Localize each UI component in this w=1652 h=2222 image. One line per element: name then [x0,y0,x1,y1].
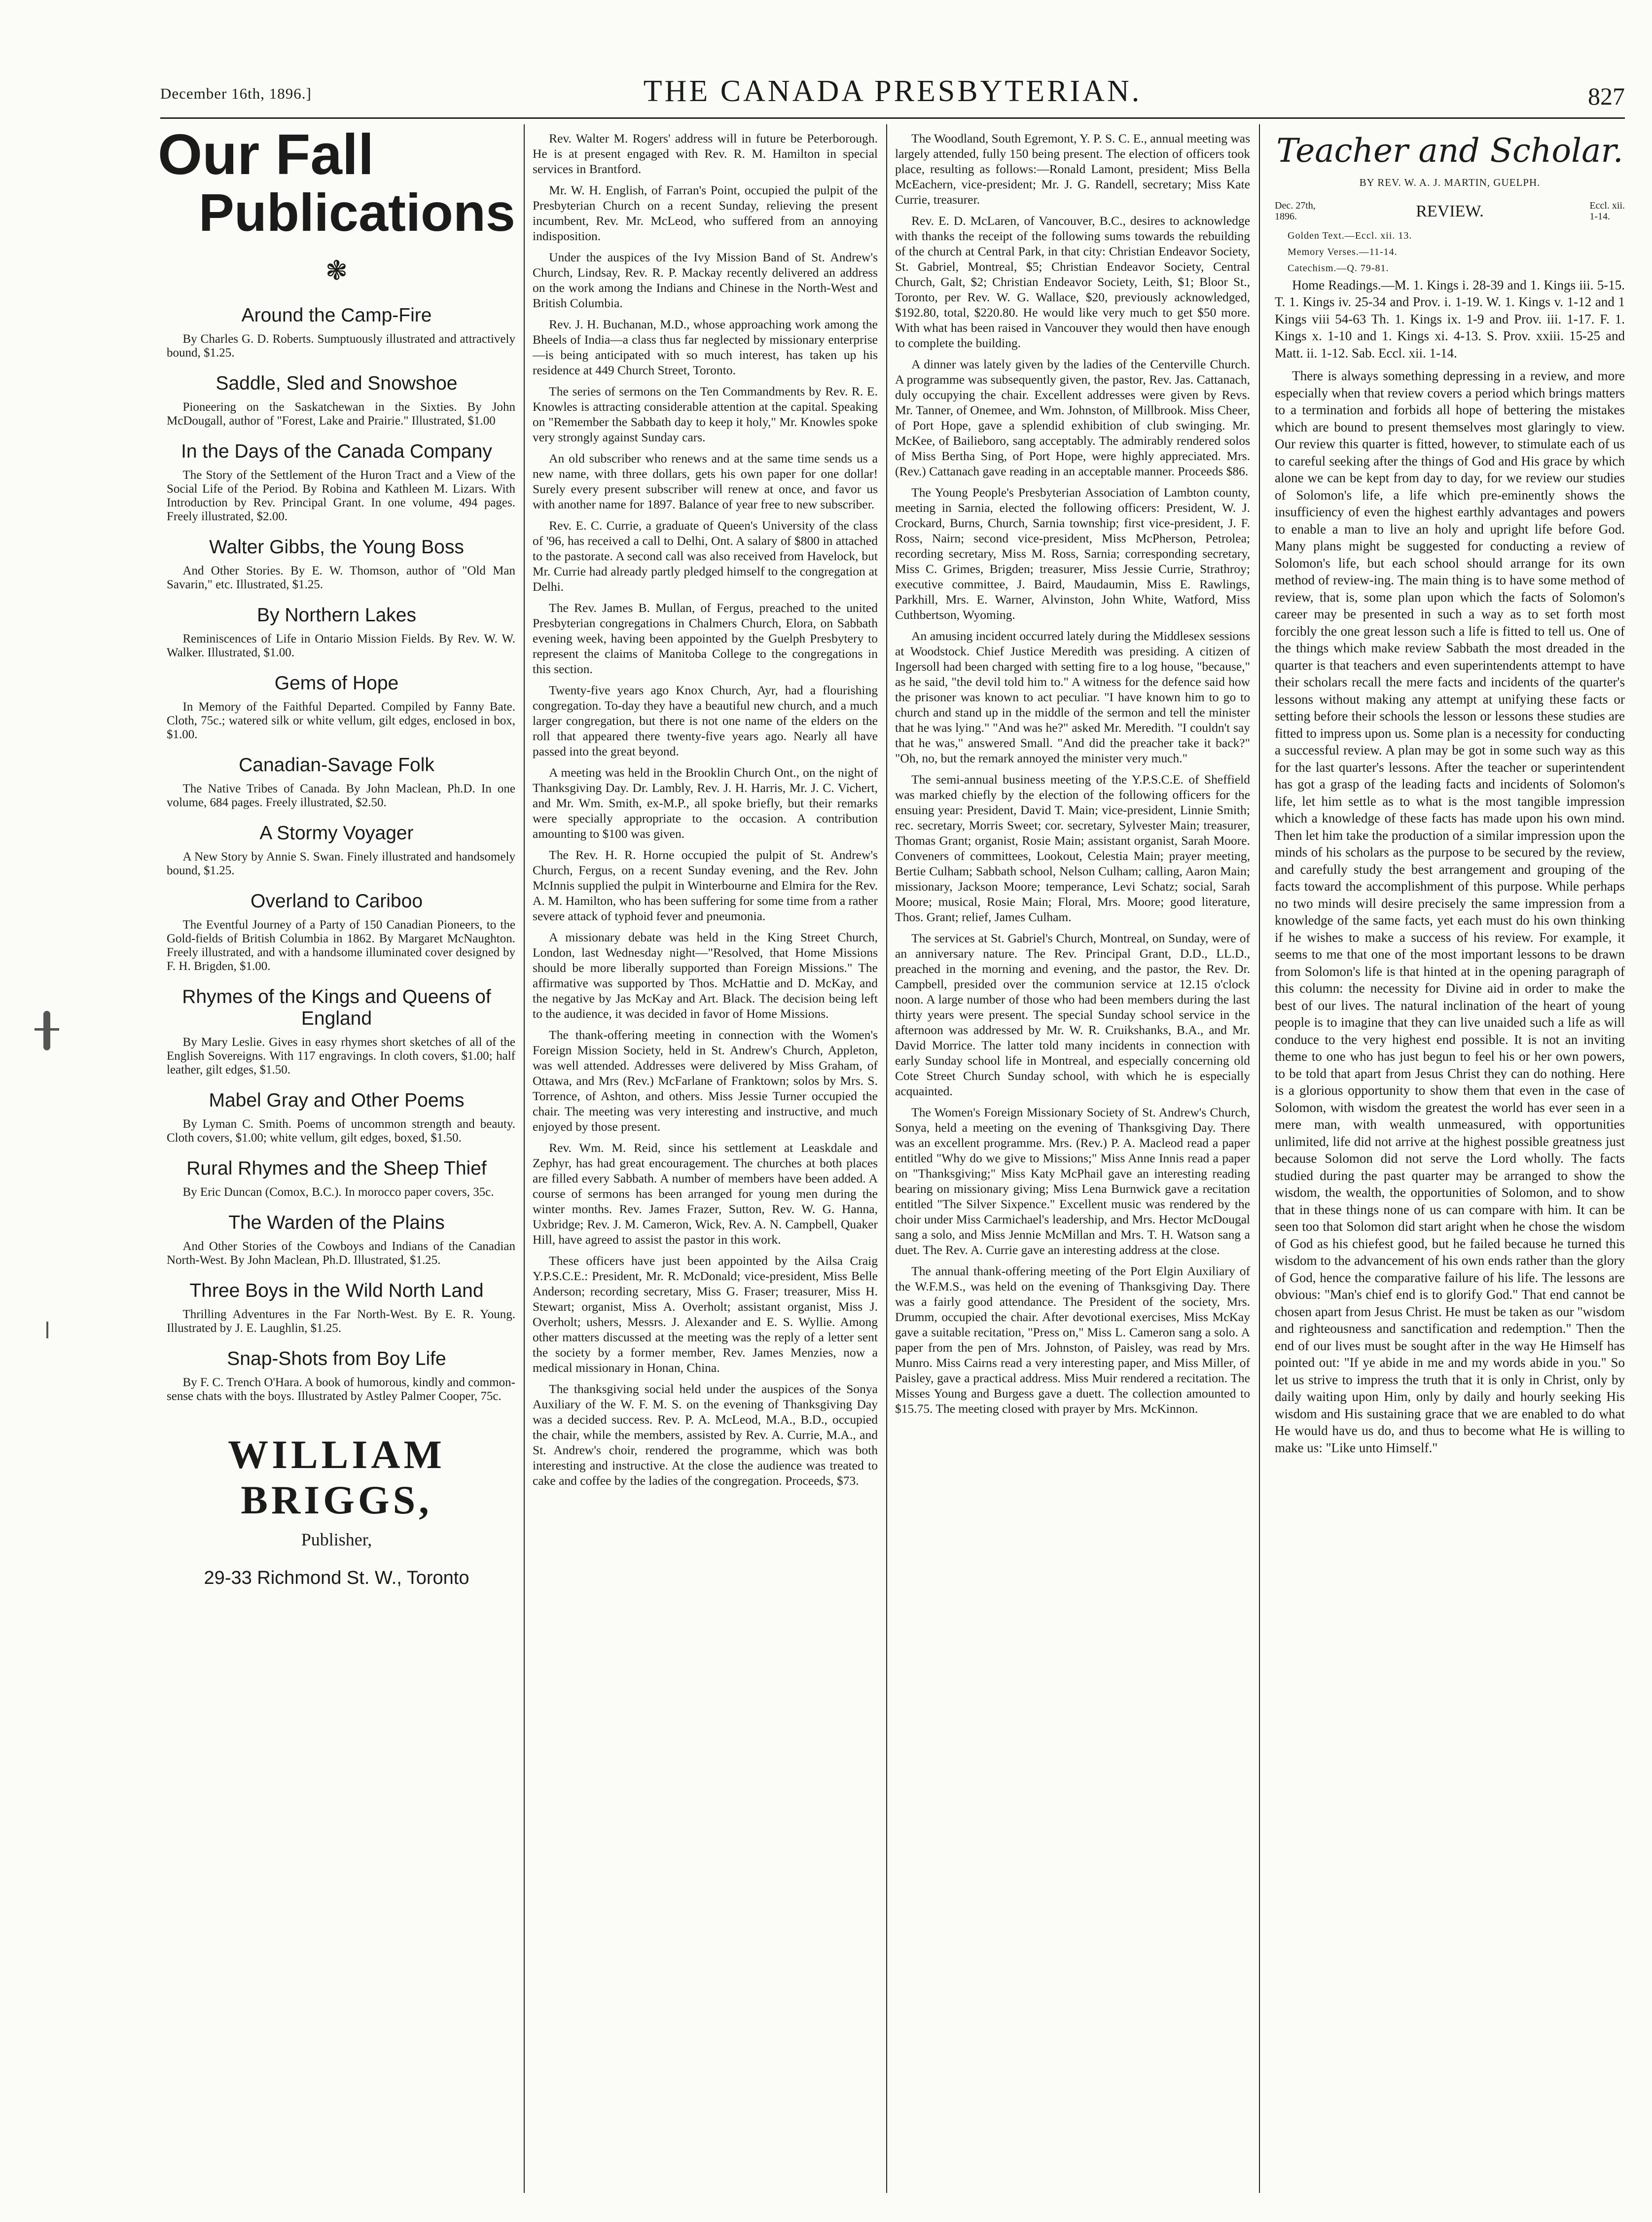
news-column-1 [533,131,878,2192]
book-description: By Charles G. D. Roberts. Sumptuously illustrated and attractively bound, $1.25. [167,332,515,359]
column-divider-2 [886,124,887,2193]
book-title: Gems of Hope [274,673,399,694]
lesson-date-line: 1896. [1275,211,1297,222]
book-description: Reminiscences of Life in Ontario Mission Fields. By Rev. W. W. Walker. Illustrated, $1.00. [167,632,515,659]
book-title: Snap-Shots from Boy Life [227,1348,446,1369]
lesson-header [1275,200,1625,228]
news-item: The thank-offering meeting in connection with the Women's Foreign Mission Society, held in St. Andrew's Church, Appleton, was well attended. Addresses were delivered by Miss Graham, of Ottawa, and Mrs (Rev.) McFarlane of Franktown; solos by Mrs. S. Torrence, of Ashton, and others. Miss Jessie Turner occupied the chair. The meeting was very interesting and instructive, and much enjoyed by those present. [533,1028,878,1134]
lesson-label: REVIEW. [1416,202,1484,220]
news-item: The services at St. Gabriel's Church, Montreal, on Sunday, were of an anniversary nature. The Rev. Principal Grant, D.D., LL.D., preached in the morning and evening, and the pastor, the Rev. Dr. Campbell, presided over the communion service at 12.15 o'clock noon. A large number of those who had been members during the last thirty years were present. The special Sunday school service in the afternoon was addressed by Mr. W. R. Cruikshanks, B.A., and Mr. David Morrice. The latter told many incidents in connection with early Sunday school life in Montreal, and especially concerning old Cote Street Church Sunday school, with which he is especially acquainted. [895,931,1250,1098]
book-title: Walter Gibbs, the Young Boss [209,537,464,558]
page-header [160,74,1625,113]
book-description: By Mary Leslie. Gives in easy rhymes short sketches of all of the English Sovereigns. With 117 engravings. In cloth covers, $1.00; half leather, gilt edges, $1.50. [167,1036,515,1076]
book-title: Rural Rhymes and the Sheep Thief [186,1158,487,1179]
book-description: The Story of the Settlement of the Huron Tract and a View of the Social Life of the Period. By Robina and Kathleen M. Lizars. With Introduction by Rev. Principal Grant. In one volume, 494 pages. Freely illustrated, $2.00. [167,468,515,523]
news-item: The thanksgiving social held under the auspices of the Sonya Auxiliary of the W. F. M. S. on the evening of Thanksgiving Day was a decided success. Rev. P. A. McLeod, M.A., B.D., occupied the chair, while the members, assisted by Rev. A. Currie, M.A., and St. Andrew's choir, rendered the programme, which was both interesting and instructive. At the close the audience was treated to cake and coffee by the ladies of the congregation. Proceeds, $73. [533,1382,878,1488]
teacher-and-scholar-column [1275,131,1625,2192]
margin-mark [46,1322,48,1338]
news-item: Mr. W. H. English, of Farran's Point, occupied the pulpit of the Presbyterian Church on a recent Sunday, relieving the present incumbent, Rev. Mr. McLeod, who suffered from an annoying indisposition. [533,183,878,243]
news-item: The Women's Foreign Missionary Society of St. Andrew's Church, Sonya, held a meeting on the evening of Thanksgiving Day. There was an excellent programme. Mrs. (Rev.) P. A. Macleod read a paper entitled "Why do we give to Missions;" Miss Anne Innis read a paper on "Thanksgiving;" Miss Katy McPhail gave an interesting reading bearing on missionary giving; Miss Lena Burnwick gave a recitation entitled "The Silver Sixpence." Excellent music was rendered by the choir under Miss Carmichael's leadership, and Mrs. Hector McDougal sang a solo, and Miss Jennie McMillan and Mrs. T. H. Watson sang a duet. The Rev. A. Currie gave an interesting address at the close. [895,1105,1250,1257]
book-description: And Other Stories. By E. W. Thomson, author of "Old Man Savarin," etc. Illustrated, $1.25. [167,564,515,591]
book-description: And Other Stories of the Cowboys and Indians of the Canadian North-West. By John Maclean, Ph.D. Illustrated, $1.25. [167,1240,515,1267]
home-readings: Home Readings.—M. 1. Kings i. 28-39 and 1. Kings iii. 5-15. T. 1. Kings iv. 25-34 and Prov. i. 1-19. W. 1. Kings v. 1-12 and 1 Kings viii 54-63 Th. 1. Kings ix. 1-9 and Prov. iii. 1-17. F. 1. Kings x. 1-10 and 1. Kings xi. 4-13. S. Prov. xxiii. 15-25 and Matt. ii. 1-12. Sab. Eccl. xii. 1-14. [1275,277,1625,360]
news-item: The Rev. H. R. Horne occupied the pulpit of St. Andrew's Church, Fergus, on a recent Sunday evening, and the Rev. John McInnis supplied the pulpit in Winterbourne and Elmira for the Rev. A. M. Hamilton, who has been suffering for some time from a rather severe attack of typhoid fever and pneumonia. [533,848,878,923]
ad-heading-line2: Publications [198,182,515,242]
book-title: Rhymes of the Kings and Queens of England [182,986,491,1029]
issue-date: December 16th, 1896.] [160,85,312,102]
lesson-date-line: Dec. 27th, [1275,200,1316,211]
news-item: Rev. J. H. Buchanan, M.D., whose approaching work among the Bheels of India—a class thus far neglected by missionary enterprise—is being anticipated with so much interest, has taken up his residence at 449 Church Street, Toronto. [533,317,878,377]
news-item: A missionary debate was held in the King Street Church, London, last Wednesday night—"Resolved, that Home Missions should be more liberally supported than Foreign Missions." The affirmative was supported by Thos. McHattie and D. McKay, and the negative by Jas McKay and Art. Black. The decision being left to the audience, it was decided in favor of Home Missions. [533,930,878,1021]
news-item: The Young People's Presbyterian Association of Lambton county, meeting in Sarnia, elected the following officers: President, W. J. Crockard, Burns, Church, Sarnia township; first vice-president, J. F. Ross, Nairn; second vice-president, Miss McPherson, Petrolea; recording secretary, Miss M. Ross, Sarnia; corresponding secretary, Miss C. Grimes, Brigden; treasurer, Miss Jessie Currie, Strathroy; executive committee, J. Baird, Maudaumin, Miss E. Rawlings, Parkhill, Mrs. E. Warner, Alvinston, John White, Watford, Miss Cuthbertson, Wyoming. [895,485,1250,622]
book-description: By F. C. Trench O'Hara. A book of humorous, kindly and common-sense chats with the boys. Illustrated by Astley Palmer Cooper, 75c. [167,1376,515,1403]
author-byline: BY REV. W. A. J. MARTIN, GUELPH. [1359,177,1541,188]
book-description: By Eric Duncan (Comox, B.C.). In morocco paper covers, 35c. [182,1185,494,1199]
lesson-text [1275,367,1625,1456]
margin-mark [43,1011,50,1050]
book-title: Canadian-Savage Folk [239,754,434,776]
news-column-2 [895,131,1250,2192]
news-item: The semi-annual business meeting of the Y.P.S.C.E. of Sheffield was marked chiefly by the election of the following officers for the ensuing year: President, David T. Main; vice-president, Linnie Smith; rec. secretary, Morris Sweet; cor. secretary, Sylvester Main; treasurer, Thomas Grant; organist, Rosie Main; assistant organist, Sarah Moore. Conveners of committees, Lookout, Celestia Main; prayer meeting, Bertie Culham; Sabbath school, Nelson Culham; calling, Aaron Main; missionary, Jackson Moore; temperance, Levi Schatz; social, Sarah Moore; musical, Rosie Main; Floral, Mrs. Moore; good literature, Thos. Grant; relief, James Culham. [895,772,1250,924]
book-title: Around the Camp-Fire [241,305,432,326]
lesson-paragraph: There is always something depressing in a review, and more especially when that review covers a period which brings matters to a termination and forbids all hope of bettering the mistakes which are bound to present themselves most glaringly to view. Our review this quarter is fitted, however, to stimulate each of us to careful seeking after the things of God and His grace by which alone we can be kept from day to day, for we review our studies of Solomon's life, a life which pre-eminently shows the insufficiency of even the highest earthly advantages and powers to enable a man to live an holy and upright life before God. Many plans might be suggested for conducting a review of Solomon's life, but each school should arrange for its own method of review-ing. The main thing is to have some method of review, that is, some plan upon which the facts of Solomon's career may be presented in such a way as to set forth most forcibly the one great lesson such a life is fitted to tell us. One of the things which make review Sabbath the most dreaded in the quarter is that teachers and even superintendents attempt to have their scholars recall the mere facts and incidents of the quarter's lessons without making any attempt at unifying these facts or setting before their schools the lesson or lessons these studies are fitted to impress upon us. Some plan is a necessity for conducting a successful review. A plan may be got in some such way as this for the last quarter's lessons. After the teacher or superintendent has got a grasp of the leading facts and incidents of Solomon's life, let him settle as to what is the most tangible impression which a knowledge of these facts has made upon his own mind. Then let him take the production of a similar impression upon the minds of his scholars as the purpose to be secured by the review, and carefully study the best arrangement and grouping of the facts toward the accomplishment of this purpose. While perhaps no two minds will desire precisely the same impression from a knowledge of the same facts, yet each must do his own thinking if he wishes to make a success of his review. For example, it seems to me that one of the most important lessons to be drawn from Solomon's life is that hinted at in the opening paragraph of this column: the necessity for Divine aid in order to make the best of our lives. The natural inclination of the heart of young people is to imagine that they can live unaided such a life as will conduce to the very highest end possible. It is not an inviting theme to one who has just begun to feel his or her own powers, to be told that apart from Jesus Christ they can do nothing. Here is a glorious opportunity to show them that even in the case of Solomon, with wisdom the greatest the world has ever seen in a mere man, with wealth unmeasured, with opportunities unlimited, life did not arrive at the highest possible greatness just because Solomon did not serve the Lord wholly. The facts studied during the past quarter may be arranged to show the wisdom, the wealth, the opportunities of Solomon, and to show that in these things none of us can compare with him. It can be seen too that Solomon did start aright when he chose the wisdom of God as his chiefest good, but he failed because he turned this wisdom to the advancement of his own ends rather than the glory of God, hence the comparative failure of his life. The lessons are obvious: "Man's chief end is to glorify God." That end cannot be chosen apart from Jesus Christ. He must be taken as our "wisdom and righteousness and sanctification and redemption." Then the end of our lives must be sought after in the way He Himself has pointed out: "If ye abide in me and my words abide in you." So let us strive to impress the truth that it is only in Christ, only by daily waiting upon Him, only by daily and hourly seeking His wisdom and His sustaining grace that we are enabled to do what He would have us do, and thus to become what He is willing to make us: "Like unto Himself." [1275,368,1625,1455]
book-description: Pioneering on the Saskatchewan in the Sixties. By John McDougall, author of "Forest, Lake and Prairie." Illustrated, $1.00 [167,400,515,428]
news-item: Twenty-five years ago Knox Church, Ayr, had a flourishing congregation. To-day they have a beautiful new church, and a much larger congregation, but there is not one name of the elders on the roll that appeared there twenty-five years ago. Nearly all have passed into the great beyond. [533,683,878,758]
lesson-reference [1589,200,1625,222]
newspaper-title: THE CANADA PRESBYTERIAN. [643,74,1142,108]
header-rule [160,117,1625,119]
catechism: Catechism.—Q. 79-81. [1288,262,1389,274]
publisher-name: WILLIAM BRIGGS, [228,1432,445,1522]
news-item: These officers have just been appointed by the Ailsa Craig Y.P.S.C.E.: President, Mr. R. McDonald; vice-president, Miss Belle Anderson; recording secretary, Miss G. Fraser; treasurer, Miss H. Stewart; organist, Miss A. Overholt; assistant organist, Miss J. Overholt; ushers, Messrs. J. Alexander and E. S. Wyllie. Among other matters discussed at the meeting was the reply of a letter sent the society by a former member, Rev. James Menzies, now a medical missionary in Honan, China. [533,1254,878,1375]
book-title: Mabel Gray and Other Poems [209,1090,465,1111]
publisher-role: Publisher, [301,1530,372,1549]
column-divider-1 [524,124,525,2193]
column-divider-3 [1259,124,1260,2193]
news-item: A meeting was held in the Brooklin Church Ont., on the night of Thanksgiving Day. Dr. Lambly, Rev. J. H. Harris, Mr. J. C. Vichert, and Mr. Wm. Smith, ex-M.P., all spoke briefly, but their remarks were specially appropriate to the occasion. A contribution amounting to $100 was given. [533,765,878,841]
news-item: Rev. E. C. Currie, a graduate of Queen's University of the class of '96, has received a call to Delhi, Ont. A salary of $800 in attached to the pastorate. A second call was also received from Havelock, but Mr. Currie had already partly pledged himself to the congregation at Delhi. [533,518,878,594]
book-title: Overland to Cariboo [250,891,423,912]
book-description: By Lyman C. Smith. Poems of uncommon strength and beauty. Cloth covers, $1.00; white vellum, gilt edges, boxed, $1.50. [167,1117,515,1145]
news-item: Rev. Walter M. Rogers' address will in future be Peterborough. He is at present engaged with Rev. R. M. Hamilton in special services in Brantford. [533,131,878,176]
news-item: The series of sermons on the Ten Commandments by Rev. R. E. Knowles is attracting considerable attention at the capital. Speaking on "Remember the Sabbath day to keep it holy," Mr. Knowles spoke very strongly against Sunday cars. [533,384,878,444]
margin-mark [35,1028,59,1031]
book-description: The Eventful Journey of a Party of 150 Canadian Pioneers, to the Gold-fields of British Columbia in 1862. By Margaret McNaughton. Freely illustrated, and with a handsome illuminated cover designed by F. H. Brigden, $1.00. [167,918,515,973]
book-title: Saddle, Sled and Snowshoe [215,373,458,394]
ornament-icon: ❃ [325,256,348,286]
book-title: The Warden of the Plains [228,1212,445,1233]
publisher-address: 29-33 Richmond St. W., Toronto [204,1568,469,1588]
golden-text: Golden Text.—Eccl. xii. 13. [1288,230,1412,241]
news-item: The annual thank-offering meeting of the Port Elgin Auxiliary of the W.F.M.S., was held on the evening of Thanksgiving Day. There was a fairly good attendance. The President of the society, Mrs. Drumm, occupied the chair. After devotional exercises, Miss McKay gave a suitable recitation, "Press on," Miss L. Cameron sang a solo. A paper from the pen of Mrs. Johnston, of Paisley, was read by Mrs. Munro. Miss Cairns read a very interesting paper, and Miss Miller, of Paisley, gave a practical address. Miss Muir rendered a recitation. The Misses Young and Burgess gave a duett. The collection amounted to $15.75. The meeting closed with prayer by Mrs. McKinnon. [895,1264,1250,1416]
book-description: Thrilling Adventures in the Far North-West. By E. R. Young. Illustrated by J. E. Laughlin, $1.25. [167,1308,515,1335]
book-description: A New Story by Annie S. Swan. Finely illustrated and handsomely bound, $1.25. [167,850,515,877]
news-item: The Rev. James B. Mullan, of Fergus, preached to the united Presbyterian congregations in Chalmers Church, Elora, on Sabbath evening week, having been appointed by the Guelph Presbytery to represent the claims of Manitoba College to the congregations in this section. [533,601,878,676]
page-number: 827 [1588,82,1625,110]
ad-heading-line1: Our Fall [158,123,374,186]
section-title: Teacher and Scholar. [1276,132,1623,170]
book-title: Three Boys in the Wild North Land [189,1280,484,1301]
news-item: An amusing incident occurred lately during the Middlesex sessions at Woodstock. Chief Justice Meredith was presiding. A citizen of Ingersoll had been charged with setting fire to a log house, "because," as he said, "the devil told him to." A witness for the defence said how the prisoner was known to act peculiar. "I have known him to go to church and stand up in the middle of the sermon and tell the minister that he was lying." "And was he?" asked Mr. Meredith. "I couldn't say that he was," answered Small. "And did the preacher take it back?" "Oh, no, but the remark annoyed the minister very much." [895,629,1250,765]
news-item: A dinner was lately given by the ladies of the Centerville Church. A programme was subsequently given, the pastor, Rev. Jas. Cattanach, duly occupying the chair. Excellent addresses were given by Revs. Mr. Tanner, of Onemee, and Wm. Johnston, of Millbrook. Miss Cheer, of Port Hope, gave a splendid exhibition of club swinging. Mr. McKee, of Bailieboro, sang acceptably. The admirably rendered solos of Miss Bertha Sing, of Port Hope, were highly appreciated. Mrs. (Rev.) Cattanach gave reading in an acceptable manner. Proceeds $86. [895,357,1250,478]
lesson-reference-line: Eccl. xii. [1589,200,1625,211]
news-item: An old subscriber who renews and at the same time sends us a new name, with three dollars, gets his own paper for one dollar! Surely every present subscriber will renew at once, and favor us with another name for 1897. Balance of year free to new subscriber. [533,451,878,511]
memory-verses: Memory Verses.—11-14. [1288,246,1398,257]
news-item: Rev. Wm. M. Reid, since his settlement at Leaskdale and Zephyr, has had great encouragement. The churches at both places are filled every Sabbath. A number of members have been added. A course of sermons has been arranged for young men during the winter months. Rev. James Frazer, Sutton, Rev. W. G. Hanna, Uxbridge; Rev. J. M. Cameron, Wick, Rev. A. N. Campbell, Quaker Hill, have agreed to assist the pastor in this work. [533,1141,878,1247]
book-title: By Northern Lakes [257,605,416,626]
book-list [158,305,515,1403]
book-description: The Native Tribes of Canada. By John Maclean, Ph.D. In one volume, 684 pages. Freely illustrated, $2.50. [167,782,515,809]
book-title: In the Days of the Canada Company [181,441,492,462]
book-title: A Stormy Voyager [259,823,414,844]
news-item: The Woodland, South Egremont, Y. P. S. C. E., annual meeting was largely attended, fully 150 being present. The election of officers took place, resulting as follows:—Ronald Lamont, president; Miss Bella McEachern, vice-president; Mr. J. G. Randell, secretary; Miss Kate Currie, treasurer. [895,131,1250,207]
news-item: Under the auspices of the Ivy Mission Band of St. Andrew's Church, Lindsay, Rev. R. P. Mackay recently delivered an address on the work among the Indians and Chinese in the North-West and British Columbia. [533,250,878,310]
publications-advertisement [158,123,515,2194]
news-item: Rev. E. D. McLaren, of Vancouver, B.C., desires to acknowledge with thanks the receipt of the following sums towards the rebuilding of the church at Central Park, in that city: Christian Endeavor Society, St. Gabriel, Montreal, $5; Christian Endeavor Society, Central Church, Galt, $2; Christian Endeavor Society, Leith, $1; Bloor St., Toronto, per Rev. W. G. Wallace, $20, previously acknowledged, $192.80, total, $220.80. He would like very much to get $50 more. With what has been raised in Vancouver they would then have enough to complete the building. [895,214,1250,350]
book-description: In Memory of the Faithful Departed. Compiled by Fanny Bate. Cloth, 75c.; watered silk or white vellum, gilt edges, enclosed in box, $1.00. [167,700,515,741]
lesson-reference-line: 1-14. [1589,211,1611,222]
